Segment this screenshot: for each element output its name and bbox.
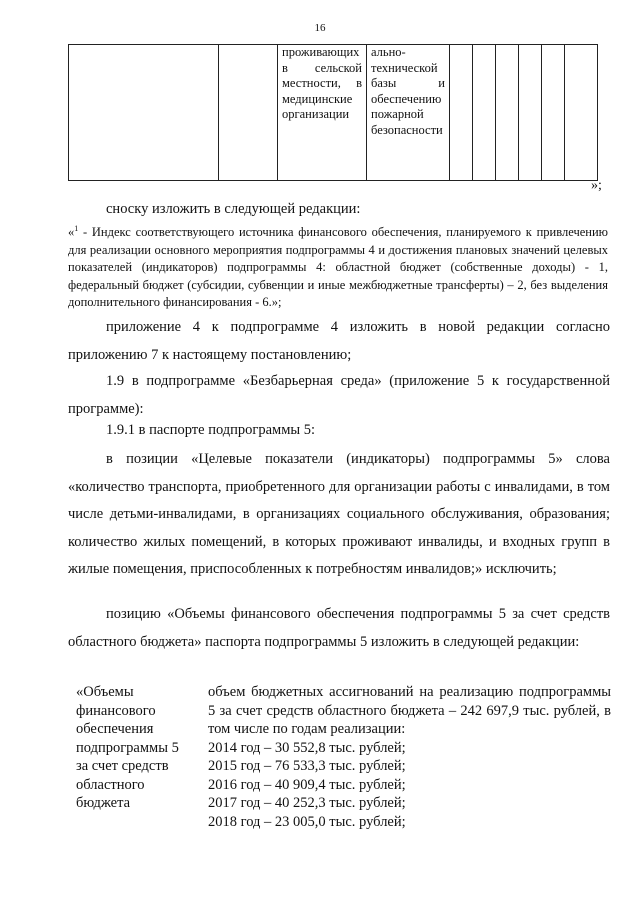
footnote-superscript: 1 xyxy=(74,224,79,233)
table-cell-empty xyxy=(450,45,473,181)
table-cell-empty xyxy=(219,45,278,181)
table-cell-empty xyxy=(565,45,598,181)
budget-year-2016: 2016 год – 40 909,4 тыс. рублей; xyxy=(208,776,406,793)
table-cell-empty xyxy=(519,45,542,181)
table-cell-empty xyxy=(473,45,496,181)
budget-year-2014: 2014 год – 30 552,8 тыс. рублей; xyxy=(208,739,406,756)
table-cell-empty xyxy=(69,45,219,181)
budget-year-2017: 2017 год – 40 252,3 тыс. рублей; xyxy=(208,795,406,811)
budget-year-2015: 2015 год – 76 533,3 тыс. рублей; xyxy=(208,758,406,774)
item-1-9: 1.9 в подпрограмме «Безбарьерная среда» (приложение 5 к государственной программе): xyxy=(68,373,610,417)
footnote-body: - Индекс соответствующего источника финансового обеспечения, планируемого к привлечению для реализации основного мероприятия подпрограммы 4 и достижения плановых значений целевых показателей (индикаторов) подпрограммы 4: областной бюджет (собственные доходы) - 1, федеральный бюджет (субсидии, субвенции и иные межбюджетные трансферты) – 2, без выделения дополнительного финансирования - 6.»; xyxy=(68,225,608,310)
footnote-text xyxy=(68,220,608,312)
page-number: 16 xyxy=(314,22,326,34)
footnote-quote-mark: « xyxy=(68,225,75,240)
table-cell-what: ально-технической базы и обеспечению пожарной безопасности xyxy=(367,45,450,181)
budget-year-2018: 2018 год – 23 005,0 тыс. рублей; xyxy=(208,813,406,830)
table-cell-empty xyxy=(496,45,519,181)
appendix-paragraph: приложение 4 к подпрограмме 4 изложить в новой редакции согласно приложению 7 к настоящему постановлению; xyxy=(68,319,610,363)
table-cell-who: проживающих в сельской местности, в медицинские организации xyxy=(278,45,367,181)
table-row xyxy=(69,45,598,181)
table-fragment xyxy=(68,44,598,181)
quote-end: »; xyxy=(591,178,602,193)
budget-label: «Объемы финансового обеспечения подпрограммы 5 за счет средств областного бюджета xyxy=(76,684,179,811)
indicators-paragraph: в позиции «Целевые показатели (индикаторы) подпрограммы 5» слова «количество транспорта, приобретенного для организации работы с инвалидами, в том числе детьми-инвалидами, в организациях социального обслуживания, образования; количество жилых помещений, в которых проживают инвалиды, и входных групп в жилые помещения, приспособленных к потребностям инвалидов;» исключить; xyxy=(68,451,610,577)
table-cell-empty xyxy=(542,45,565,181)
volumes-paragraph: позицию «Объемы финансового обеспечения подпрограммы 5 за счет средств областного бюджета» паспорта подпрограммы 5 изложить в следующей редакции: xyxy=(68,606,610,650)
footnote-intro: сноску изложить в следующей редакции: xyxy=(106,201,361,217)
item-1-9-1: 1.9.1 в паспорте подпрограммы 5: xyxy=(106,422,316,438)
budget-description: объем бюджетных ассигнований на реализацию подпрограммы 5 за счет средств областного бюджета – 242 697,9 тыс. рублей, в том числе по годам реализации: xyxy=(208,684,611,737)
